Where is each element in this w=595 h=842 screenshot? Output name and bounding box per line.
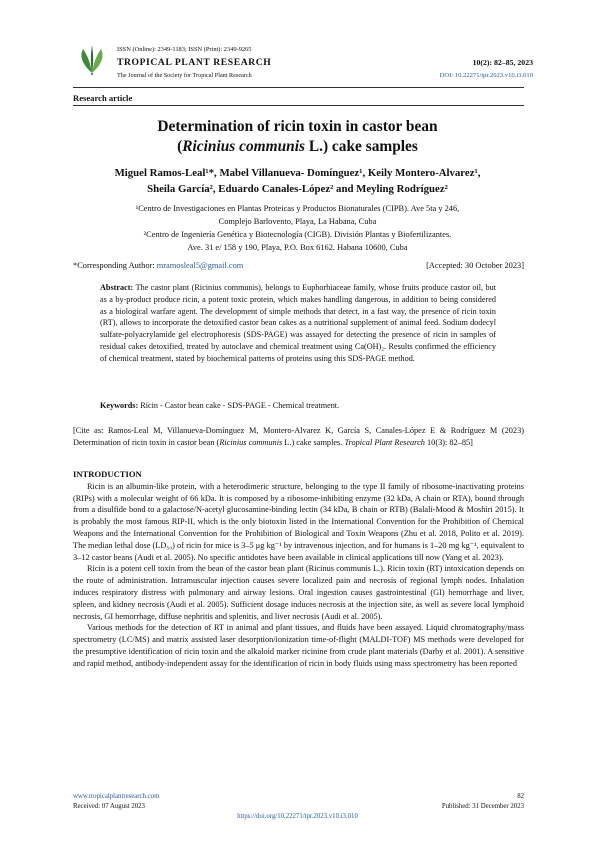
authors-line1: Miguel Ramos-Leal¹*, Mabel Villanueva- Domínguez¹, Keily Montero-Alvarez¹, [114, 167, 481, 179]
citation: [Cite as: Ramos-Leal M, Villanueva-Domínguez M, Montero-Alvarez K, García S, Canales-López E & Rodríguez M (2023) Determination of ricin toxin in castor bean (Ricinius communis L.) cake samples. Tropical Plant Research 10(3): 82–85] [73, 426, 524, 447]
article-type: Research article [73, 93, 133, 103]
footer-published: Published: 31 December 2023 [441, 803, 524, 810]
volume-info: 10(2): 82–85, 2023 [472, 58, 533, 67]
authors-line2: Sheila García², Eduardo Canales-López² and Meyling Rodríguez² [147, 183, 448, 195]
abstract: Abstract: The castor plant (Ricinius communis), belongs to Euphorbiaceae family, whose fruits produce castor oil, but as a by-product produce ricin, a potent toxic protein, which makes handling dangerous, in addition to being considered as a biological warfare agent. The development of simple methods that detect, in a fast way, the presence of ricin toxin (RT), allows to incorporate the detoxified castor bean cakes as a nutritional supplement of animal feed. Sodium dodecyl sulfate-polyacrylamide gel electrophoresis (SDS-PAGE) was assayed for detecting the presence of ricin in samples of residual cakes detoxified, treated by autoclave and chemical treatment using Ca(OH)₂. Results confirmed the efficiency of chemical treatment, stated by biochemical patterns of proteins using this SDS-PAGE method. [100, 283, 496, 363]
affiliation-2-line1: ²Centro de Ingeniería Genética y Biotecnología (CIGB). División Plantas y Biofertilizantes. [143, 230, 452, 239]
abstract-text: The castor plant (Ricinius communis), belongs to Euphorbiaceae family, whose fruits produce castor oil, but as a by-product produce ricin, a potent toxic protein, which makes handling dangerous, in addition to being considered as a biological warfare agent. The development of simple methods that detect, in a fast way, the presence of ricin toxin (RT), allows to incorporate the detoxified castor bean cakes as a nutritional supplement of animal feed. Sodium dodecyl sulfate-polyacrylamide gel electrophoresis (SDS-PAGE) was assayed for detecting the presence of ricin in samples of residual cakes detoxified, treated by autoclave and chemical treatment using Ca(OH)₂. Results confirmed the efficiency of chemical treatment, stated by biochemical patterns of proteins using this SDS-PAGE method. [100, 283, 496, 363]
intro-paragraph-2: Ricin is a potent cell toxin from the bean of the castor bean plant (Ricinus communis L.). Ricin toxin (RT) intoxication depends on the route of administration. Intramuscular injection causes severe localized pain and necrosis of regional lymph nodes. Inhalation induces respiratory distress with pulmonary and airway lesions. Oral ingestion causes gastrointestinal (GI) hemorrhage and liver, spleen, and kidney necrosis (Audi et al. 2005). Sufficient dosage induces necrosis at the injection site, as well as severe local lymphoid necrosis, GI hemorrhage, diffuse nephritis and splenitis, and liver necrosis (Audi et al. 2005). [73, 564, 524, 621]
issn: ISSN (Online): 2349-1183; ISSN (Print): 2349-9265 [117, 46, 252, 53]
footer-doi-url[interactable]: https://doi.org/10.22271/tpr.2023.v10.i3.010 [237, 813, 358, 820]
journal-title: TROPICAL PLANT RESEARCH [117, 57, 272, 68]
header-rule [73, 87, 524, 88]
accepted-date: [Accepted: 30 October 2023] [426, 261, 524, 270]
article-title-line2: (Ricinius communis L.) cake samples [177, 138, 418, 155]
journal-tagline: The Journal of the Society for Tropical Plant Research [117, 72, 252, 79]
intro-paragraph-1: Ricin is an albumin-like protein, with a heterodimeric structure, belonging to the type II family of ribosome-inactivating proteins (RIPs) with a molecular weight of 66 kDa. It is composed by a ribosome-inhibiting enzyme (32 kDa, A chain or RTA), bound through from a disulfide bond to a galactose/N-acetyl glucosamine-binding lectin (34 kDa, B chain or RTB) (Balali-Mood & Moshiri 2015). It is probably the most famous RIP-II, which is the only biotoxin listed in the International Convention for the Prohibition of Chemical Weapons and the International Convention for the Prohibition of Biological and Toxin Weapons (Zhu et al. 2018, Polito et al. 2019). The median lethal dose (LD₅₀) of ricin for mice is 3–5 μg kg⁻¹ by intravenous injection, and for humans is 1–20 mg kg⁻¹, equivalent to 3–12 castor beans (Audi et al. 2005). No specific antidotes have been available in clinical applications till now (Yang et al. 2023). [73, 481, 524, 562]
header-rule-2 [73, 105, 524, 106]
corresponding-email[interactable]: mramosleal5@gmail.com [156, 261, 244, 270]
affiliation-1-line2: Complejo Barlovento, Playa, La Habana, Cuba [218, 217, 377, 226]
intro-paragraph-3: Various methods for the detection of RT in animal and plant tissues, and fluids have been assayed. Liquid chromatography/mass spectrometry (LC/MS) and matrix assisted laser desorption/ionization time-of-flight (MALDI-TOF) MS methods were developed for the presumptive identification of ricin toxin and the alkaloid marker ricinine from crude plant materials (Darby et al. 2001). A sensitive and rapid method, antibody-independent assay for the identification of ricin in body fluids using mass spectrometry has been reported [73, 623, 524, 668]
footer-page-number: 82 [517, 793, 524, 800]
introduction-section [73, 469, 524, 670]
footer-website[interactable]: www.tropicalplantresearch.com [73, 793, 160, 800]
intro-heading: INTRODUCTION [73, 469, 142, 479]
affiliation-2-line2: Ave. 31 e/ 158 y 190, Playa, P.O. Box 6162. Habana 10600, Cuba [187, 243, 408, 252]
affiliation-1-line1: ¹Centro de Investigaciones en Plantas Proteicas y Productos Bionaturales (CIPB). Ave 5ta y 246, [135, 204, 460, 213]
keywords: Keywords: Ricin - Castor bean cake - SDS-PAGE - Chemical treatment. [100, 401, 340, 410]
journal-logo-icon [73, 43, 111, 75]
doi-link[interactable]: DOI: 10.22271/tpr.2023.v10.i3.010 [439, 72, 533, 79]
article-title-line1: Determination of ricin toxin in castor bean [157, 118, 438, 135]
footer-received: Received: 07 August 2023 [73, 803, 145, 810]
corresponding-author: *Corresponding Author: mramosleal5@gmail.com [73, 261, 244, 270]
